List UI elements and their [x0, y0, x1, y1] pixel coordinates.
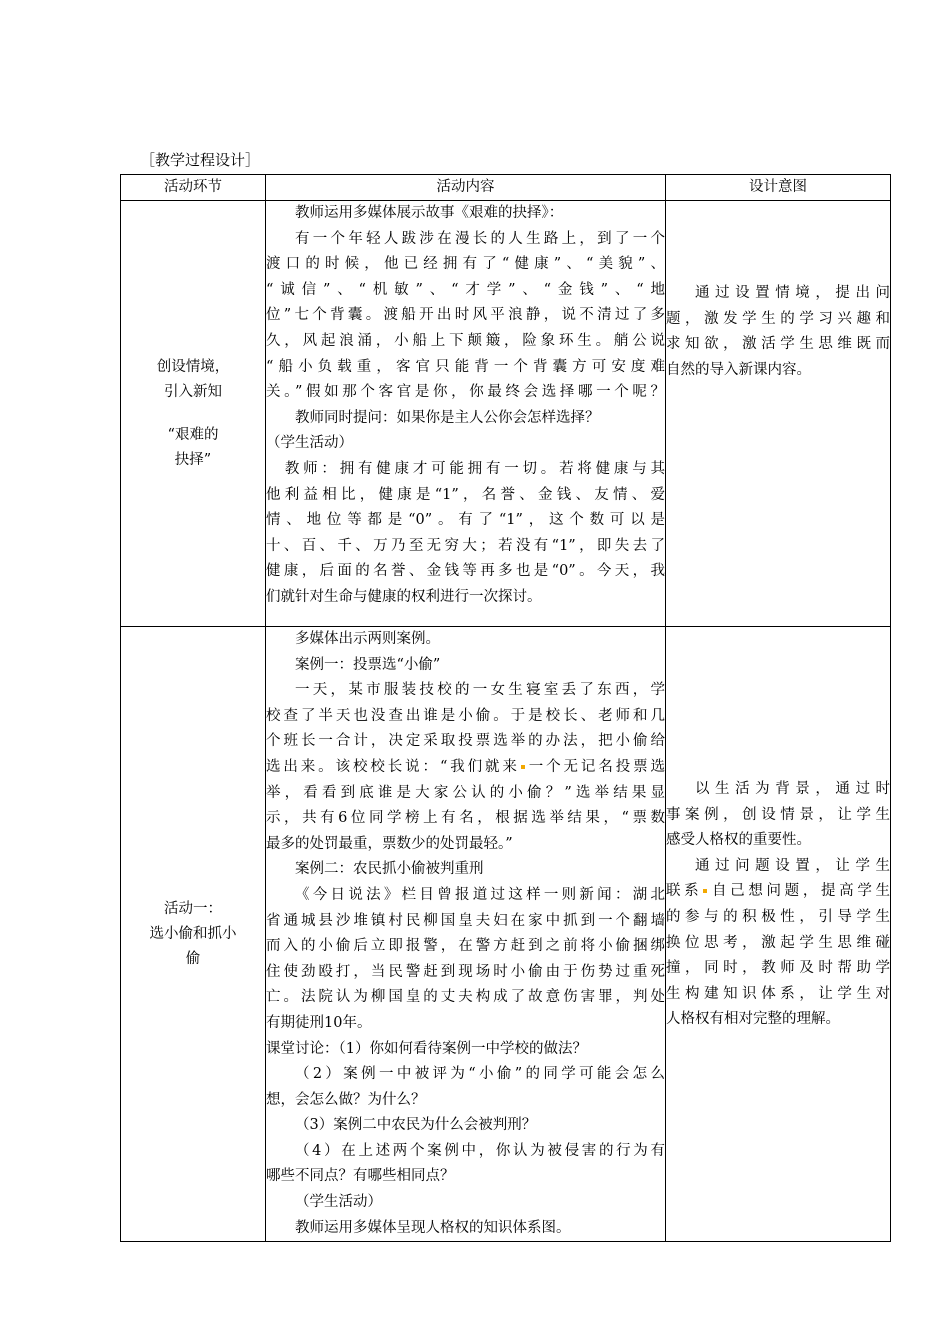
highlight-mark	[521, 765, 525, 769]
stage-cell	[121, 627, 266, 1242]
stage-line: 活动一：	[164, 900, 222, 917]
content-text: 一个无记名投票选	[525, 758, 666, 775]
content-line: 而入的小偷后立即报警，在警方赶到之前将小偷捆绑	[266, 938, 665, 955]
content-line: 健康，后面的名誉、金钱等再多也是“0”。今天，我	[266, 563, 665, 580]
content-line: 想，会怎么做？为什么？	[266, 1091, 426, 1108]
design-line: 感受人格权的重要性。	[666, 832, 811, 849]
content-line	[266, 755, 665, 781]
design-line	[666, 879, 890, 905]
content-line: 个班长一合计，决定采取投票选举的办法，把小偷给	[266, 733, 665, 750]
content-line: 教师：拥有健康才可能拥有一切。若将健康与其	[284, 460, 665, 477]
design-line: 通过设置情境，提出问	[695, 285, 890, 301]
design-line: 自然的导入新课内容。	[666, 361, 811, 378]
header-activity-content: 活动内容	[266, 175, 666, 201]
stage-cell	[121, 201, 266, 627]
stage-line: “艰难的	[167, 426, 219, 443]
design-text: 自己想问题，提高学生	[708, 883, 891, 900]
content-line: 有期徒刑10年。	[266, 1014, 372, 1031]
stage-line: 偷	[185, 950, 201, 967]
content-line: 案例一：投票选“小偷”	[295, 656, 441, 673]
design-line: 生构建知识体系，让学生对	[666, 985, 890, 1002]
table-row	[121, 627, 891, 1242]
content-line: 教师同时提问：如果你是主人公你会怎样选择？	[295, 409, 600, 426]
content-line: 教师运用多媒体呈现人格权的知识体系图。	[295, 1219, 571, 1236]
header-activity-stage: 活动环节	[121, 175, 266, 201]
content-line: （2）案例一中被评为“小偷”的同学可能会怎么	[295, 1066, 665, 1083]
content-line: 多媒体出示两则案例。	[295, 631, 440, 647]
stage-spacer	[121, 405, 265, 423]
content-line: 关。”假如那个客官是你，你最终会选择哪一个呢？	[266, 384, 665, 401]
content-line: （学生活动）	[266, 435, 353, 452]
design-line: 的参与的积极性，引导学生	[666, 908, 890, 925]
content-line: 住使劲殴打，当民警赶到现场时小偷由于伤势过重死	[266, 963, 665, 980]
design-line: 事案例，创设情景，让学生	[666, 806, 890, 823]
content-cell	[266, 627, 666, 1242]
content-line: （学生活动）	[295, 1194, 382, 1211]
stage-line: 抉择”	[174, 451, 212, 468]
design-text: 联系	[666, 883, 703, 900]
content-line: “诚信”、“机敏”、“才学”、“金钱”、“地	[266, 281, 665, 298]
content-line: 有一个年轻人跋涉在漫长的人生路上，到了一个	[295, 230, 665, 247]
content-text: 选出来。该校校长说：“我们就来	[266, 758, 520, 775]
table-row	[121, 201, 891, 627]
content-line: 情、地位等都是“0”。有了“1”，这个数可以是	[266, 512, 665, 529]
content-line: 一天，某市服装技校的一女生寝室丢了东西，学	[295, 682, 665, 699]
design-line: 以生活为背景，通过时	[695, 781, 890, 797]
design-cell	[666, 201, 891, 627]
content-line: 省通城县沙堆镇村民柳国皇夫妇在家中抓到一个翻墙	[266, 912, 665, 929]
content-cell	[266, 201, 666, 627]
content-line: 课堂讨论：（1）你如何看待案例一中学校的做法？	[266, 1040, 587, 1057]
content-line: 教师运用多媒体展示故事《艰难的抉择》：	[295, 205, 564, 221]
design-line: 通过问题设置，让学生	[695, 857, 890, 874]
content-line: 他利益相比，健康是“1”，名誉、金钱、友情、爱	[266, 486, 665, 503]
design-cell	[666, 627, 891, 1242]
stage-line: 选小偷和抓小	[149, 925, 237, 942]
design-line: 撞，同时，教师及时帮助学	[666, 960, 890, 977]
content-line: 位”七个背囊。渡船开出时风平浪静，说不清过了多	[266, 307, 665, 324]
lesson-plan-table	[120, 174, 891, 1242]
content-line: 示，共有6位同学榜上有名，根据选举结果，“票数	[266, 810, 665, 827]
content-line: 校查了半天也没查出谁是小偷。于是校长、老师和几	[266, 707, 665, 724]
stage-line: 引入新知	[164, 383, 222, 400]
content-line: 亡。法院认为柳国皇的丈夫构成了故意伤害罪，判处	[266, 989, 665, 1006]
content-line: 举，看看到底谁是大家公认的小偷？”选举结果显	[266, 784, 665, 801]
header-design-intent: 设计意图	[666, 175, 891, 201]
content-line: “船小负载重，客官只能背一个背囊方可安度难	[266, 358, 665, 375]
design-line: 人格权有相对完整的理解。	[666, 1011, 840, 1028]
content-line: 渡口的时候，他已经拥有了“健康”、“美貌”、	[266, 256, 665, 273]
design-line: 换位思考，激起学生思维碰	[666, 934, 890, 951]
content-line: 《今日说法》栏目曾报道过这样一则新闻：湖北	[295, 886, 665, 903]
content-line: （3）案例二中农民为什么会被判刑？	[295, 1117, 537, 1134]
section-title: ［教学过程设计］	[140, 151, 261, 169]
content-line: 十、百、千、万乃至无穷大；若没有“1”，即失去了	[266, 537, 665, 554]
stage-line: 创设情境，	[156, 358, 230, 375]
content-line: 最多的处罚最重，票数少的处罚最轻。”	[266, 835, 513, 852]
content-line: 哪些不同点？有哪些相同点？	[266, 1168, 455, 1185]
content-line: 案例二：农民抓小偷被判重刑	[295, 861, 484, 878]
content-line: 们就针对生命与健康的权利进行一次探讨。	[266, 588, 542, 605]
design-line: 求知欲，激活学生思维既而	[666, 336, 890, 353]
design-line: 题，激发学生的学习兴趣和	[666, 310, 890, 327]
table-header-row	[121, 175, 891, 201]
highlight-mark	[703, 889, 707, 893]
content-line: （4）在上述两个案例中，你认为被侵害的行为有	[295, 1142, 665, 1159]
content-line: 久，风起浪涌，小船上下颠簸，险象环生。艄公说	[266, 332, 665, 349]
